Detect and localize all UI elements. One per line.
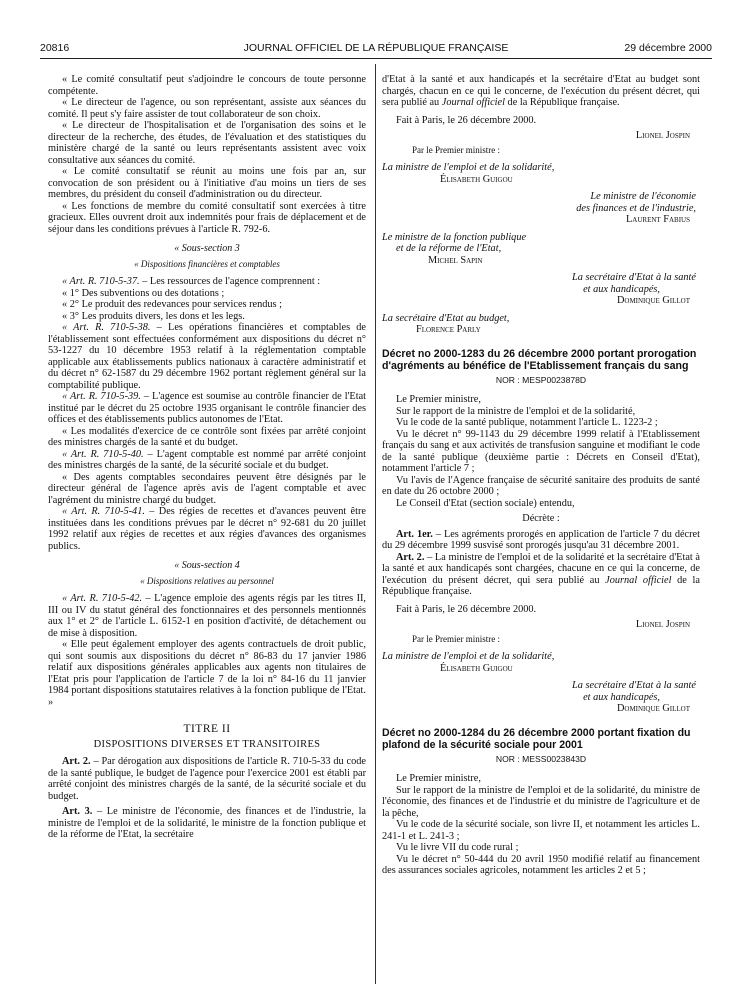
- article-ref: Art. 2.: [62, 756, 91, 767]
- subsection-title: « Dispositions financières et comptables: [134, 258, 280, 269]
- article: [48, 756, 366, 802]
- article: [48, 276, 366, 288]
- article-text: – L'agent comptable est nommé par arrêté conjoint des ministres chargés de la santé, de la sécurité sociale et du budget.: [48, 448, 366, 471]
- subsection-title: « Dispositions relatives au personnel: [140, 575, 274, 586]
- title-heading: TITRE II: [183, 723, 231, 735]
- article: [48, 806, 366, 841]
- article-ref: Art. 3.: [62, 806, 93, 817]
- article-text: – L'agence emploie des agents régis par les titres II, III ou IV du statut général des fonctionnaires et des personnels mentionnés aux 1° et 2° de l'article L. 6152-1 en position d'activité, de détachement ou de mise à disposition.: [48, 593, 367, 639]
- article-text: – Les ressources de l'agence comprennent :: [139, 276, 321, 287]
- article-text: – Le ministre de l'économie, des finances et de l'industrie, la ministre de l'emploi et de la solidarité, le ministre de la fonction publique et de la réforme de l'Etat, la secrétaire: [48, 806, 367, 840]
- signatory-role: La ministre de l'emploi et de la solidarité,: [382, 651, 555, 662]
- subsection-heading: « Sous-section 3: [174, 243, 240, 254]
- article-ref: « Art. R. 710-5-41.: [62, 506, 145, 517]
- article-ref: « Art. R. 710-5-40.: [62, 448, 144, 460]
- decree-title: Décret no 2000-1284 du 26 décembre 2000 portant fixation du plafond de la sécurité sociale pour 2001: [382, 726, 691, 751]
- header-rule: [40, 58, 712, 59]
- column-divider: [375, 64, 376, 984]
- nor-reference: NOR : MESS0023843D: [495, 753, 587, 764]
- signatory-role: La secrétaire d'Etat au budget,: [382, 312, 510, 324]
- paragraph: [382, 74, 700, 109]
- article-text: – Les agréments prorogés en application de l'article 7 du décret du 29 décembre 1999 susvisé sont prorogés jusqu'au 31 décembre 2001.: [382, 528, 700, 551]
- paragraph: « Le directeur de l'agence, ou son représentant, assiste aux séances du comité. Il peut s'y faire assister de tout collaborateur de son choix.: [48, 97, 366, 120]
- paragraph: « Les modalités d'exercice de ce contrôle sont fixées par arrêté conjoint des ministres chargés de la santé et du budget.: [48, 425, 366, 448]
- signatory-role: et de la réforme de l'Etat,: [396, 243, 502, 254]
- article-text: – Des régies de recettes et d'avances peuvent être instituées dans les conditions prévues par le décret n° 92-681 du 20 juillet 1992 relatif aux régies de recettes et aux régies d'avances des organismes publics.: [48, 506, 366, 552]
- signatory-name: Laurent Fabius: [626, 214, 690, 225]
- signatory-role: des finances et de l'industrie,: [576, 202, 696, 214]
- article: [382, 552, 700, 598]
- left-column: [48, 74, 366, 841]
- nor-reference: NOR : MESP0023878D: [495, 374, 587, 385]
- paragraph: Le Premier ministre,: [396, 394, 481, 405]
- signatory-name: Michel Sapin: [428, 254, 483, 266]
- paragraph: « Les fonctions de membre du comité consultatif sont exercées à titre gracieux. Elles ouvrent droit aux indemnités pour frais de déplacement et de séjour dans les conditions prévues à l'article R. 792-6.: [48, 200, 366, 235]
- paragraph: Vu le livre VII du code rural ;: [396, 842, 519, 853]
- list-item: « 3° Les produits divers, les dons et les legs.: [62, 310, 245, 322]
- signatory-role: et aux handicapés,: [583, 691, 660, 703]
- signatory-role: La ministre de l'emploi et de la solidarité,: [382, 162, 555, 173]
- signatory-role: Par le Premier ministre :: [412, 633, 500, 644]
- paragraph: « Le comité consultatif peut s'adjoindre le concours de toute personne compétente.: [48, 74, 366, 97]
- journal-title: JOURNAL OFFICIEL DE LA RÉPUBLIQUE FRANÇAISE: [243, 42, 509, 54]
- page-number: 20816: [40, 42, 70, 54]
- signatory-name: Florence Parly: [416, 324, 481, 335]
- signatory-name: Lionel Jospin: [635, 619, 690, 630]
- journal-name: Journal officiel: [441, 97, 505, 108]
- paragraph: Le Premier ministre,: [396, 773, 481, 784]
- signatory-role: La secrétaire d'Etat à la santé: [572, 680, 696, 691]
- paragraph: « Le directeur de l'hospitalisation et de l'organisation des soins et le directeur de la recherche, des études, de l'évaluation et des statistiques du ministère chargé de la santé ou leurs représentants assistent avec voix consultative aux séances du comité.: [48, 120, 366, 166]
- signature-place-date: Fait à Paris, le 26 décembre 2000.: [396, 603, 537, 615]
- journal-name: Journal officiel: [605, 574, 672, 586]
- signatory-name: Lionel Jospin: [635, 130, 690, 141]
- page-header: [40, 42, 712, 56]
- article: [48, 391, 366, 426]
- article: [48, 322, 366, 391]
- decrete-heading: Décrète :: [522, 513, 560, 524]
- signature-place-date: Fait à Paris, le 26 décembre 2000.: [396, 114, 537, 126]
- list-item: « 1° Des subventions ou des dotations ;: [62, 287, 225, 299]
- issue-date: 29 décembre 2000: [624, 42, 712, 54]
- paragraph: Vu le code de la sécurité sociale, son livre II, et notamment les articles L. 241-1 et L. 241-3 ;: [382, 819, 700, 842]
- article: [48, 449, 366, 472]
- article-ref: « Art. R. 710-5-38.: [62, 322, 151, 333]
- paragraph: « Le comité consultatif se réunit au moins une fois par an, sur convocation de son président ou à l'initiative d'au moins un tiers de ses membres, du président du conseil d'administration ou du directeur.: [48, 166, 366, 200]
- paragraph: Vu l'avis de l'Agence française de sécurité sanitaire des produits de santé en date du 26 octobre 2000 ;: [382, 474, 700, 497]
- article: [382, 529, 700, 552]
- title-subheading: DISPOSITIONS DIVERSES ET TRANSITOIRES: [93, 738, 321, 750]
- paragraph: Vu le code de la santé publique, notamment l'article L. 1223-2 ;: [396, 417, 658, 428]
- right-column: [382, 74, 700, 877]
- signatory-name: Dominique Gillot: [616, 295, 690, 306]
- signatory-role: La secrétaire d'Etat à la santé: [572, 272, 696, 283]
- signatory-name: Élisabeth Guigou: [440, 662, 513, 674]
- article-text: – La ministre de l'emploi et de la solidarité et la secrétaire d'Etat à la santé et aux handicapés sont chargées, chacune en ce qui la concerne, de l'exécution du présent décret, qui sera publié au: [382, 551, 701, 586]
- paragraph: Sur le rapport de la ministre de l'emploi et de la solidarité,: [396, 405, 636, 417]
- paragraph: Vu le décret n° 50-444 du 20 avril 1950 modifié relatif au financement des assurances sociales agricoles, notamment les articles 2 et 5 ;: [382, 853, 700, 876]
- article-ref: Art. 2.: [396, 551, 425, 563]
- decree-title: Décret no 2000-1283 du 26 décembre 2000 portant prorogation d'agréments au bénéfice de l'Etablissement français du sang: [382, 347, 697, 372]
- article-ref: « Art. R. 710-5-42.: [62, 593, 143, 604]
- article-ref: Art. 1er.: [396, 528, 433, 540]
- paragraph: « Des agents comptables secondaires peuvent être désignés par le directeur général de l'agence après avis de l'agent comptable et avec l'agrément du ministre chargé du budget.: [48, 471, 366, 506]
- text: d'Etat à la santé et aux handicapés et la secrétaire d'Etat au budget sont chargés, chacun en ce qui le concerne, de l'exécution du présent décret, qui sera publié au: [382, 74, 700, 108]
- paragraph: Le Conseil d'Etat (section sociale) entendu,: [396, 497, 575, 509]
- signatory-role: Le ministre de l'économie: [590, 191, 696, 202]
- article-text: – Les opérations financières et comptables de l'établissement sont effectuées conformément aux dispositions du décret n° 53-1227 du 10 décembre 1953 relatif à la réglementation comptable applicable aux établissements publics nationaux à caractère administratif et du décret n° 62-1587 du 29 décembre 1962 portant règlement général sur la comptabilité publique.: [48, 322, 366, 391]
- signatory-name: Élisabeth Guigou: [440, 173, 513, 185]
- paragraph: Sur le rapport de la ministre de l'emploi et de la solidarité, du ministre de l'économie, des finances et de l'industrie et du ministre de l'agriculture et de la pêche,: [382, 784, 700, 819]
- paragraph: « Elle peut également employer des agents contractuels de droit public, qui sont soumis aux dispositions du décret n° 86-83 du 17 janvier 1986 relatif aux dispositions générales applicables aux agents non titulaires de l'Etat pris pour l'application de l'article 7 de la loi n° 84-16 du 11 janvier 1984 portant dispositions statutaires relatives à la fonction publique de l'Etat. »: [48, 639, 366, 708]
- signatory-role: et aux handicapés,: [583, 283, 660, 295]
- article-text: – L'agence est soumise au contrôle financier de l'Etat institué par le décret du 25 octobre 1935 organisant le contrôle financier des offices et des établissements publics autonomes de l'Etat.: [48, 391, 366, 425]
- article-text: – Par dérogation aux dispositions de l'article R. 710-5-33 du code de la santé publique, le budget de l'agence pour l'exercice 2001 est établi par arrêté conjoint des ministres chargés de la santé, de la sécurité sociale et du budget.: [48, 756, 366, 802]
- article-ref: « Art. R. 710-5-37.: [62, 276, 140, 287]
- signatory-role: Par le Premier ministre :: [412, 144, 500, 155]
- article-ref: « Art. R. 710-5-39.: [62, 391, 141, 402]
- signatory-name: Dominique Gillot: [616, 703, 690, 714]
- paragraph: Vu le décret n° 99-1143 du 29 décembre 1999 relatif à l'Etablissement français du sang et aux activités de transfusion sanguine et modifiant le code de la santé publique (deuxième partie : Décrets en Conseil d'Etat), notamment l'article 7 ;: [382, 428, 700, 474]
- list-item: « 2° Le produit des redevances pour services rendus ;: [62, 299, 282, 310]
- article: [48, 506, 366, 552]
- article-text: de la République française.: [382, 574, 700, 597]
- subsection-heading: « Sous-section 4: [174, 560, 240, 571]
- article: [48, 593, 366, 639]
- signatory-role: Le ministre de la fonction publique: [382, 231, 527, 243]
- text: de la République française.: [504, 97, 620, 108]
